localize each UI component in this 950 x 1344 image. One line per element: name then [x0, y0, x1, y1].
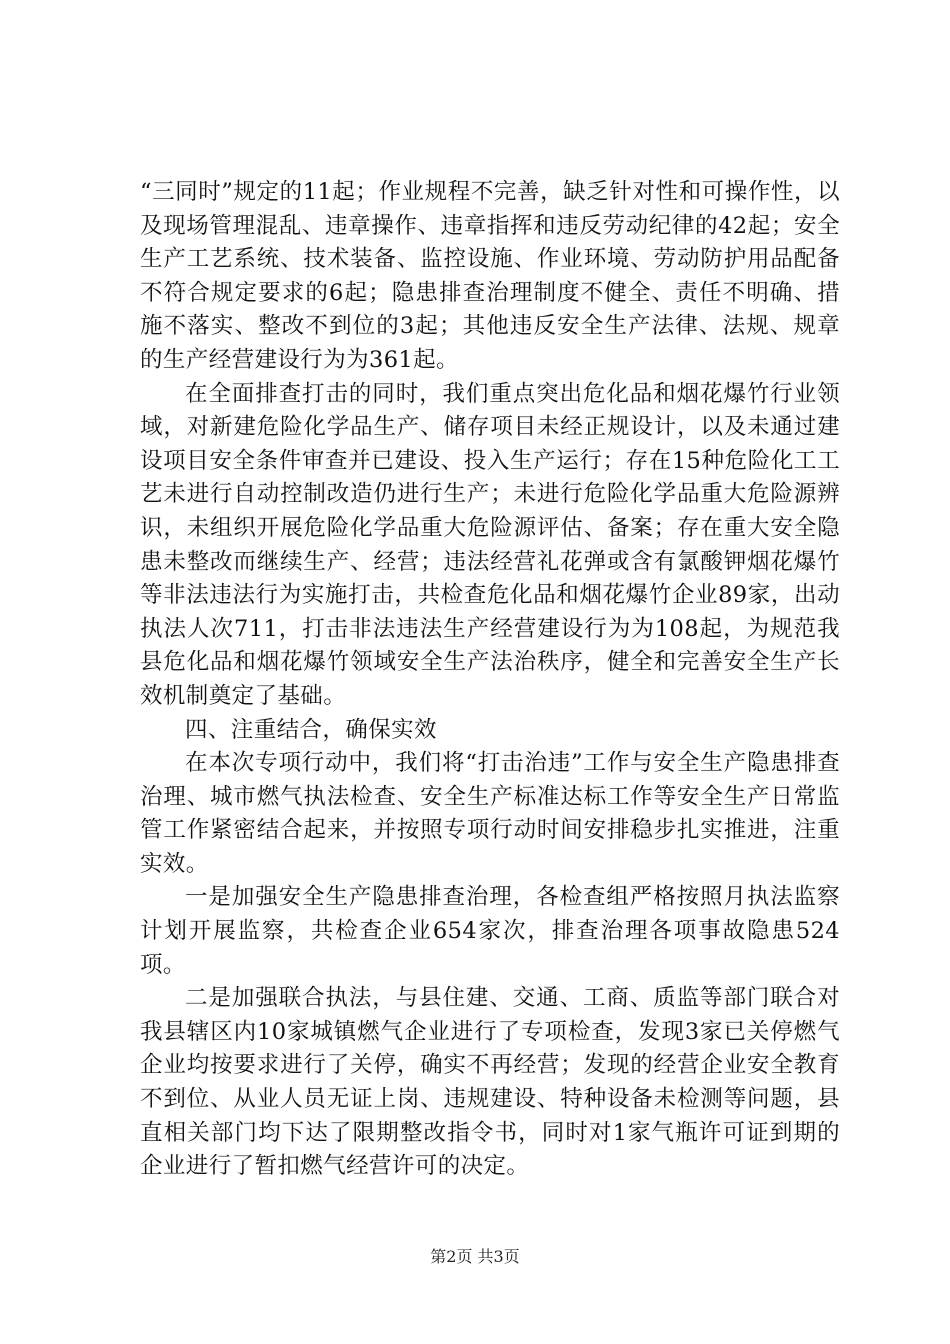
page-footer: 第2页 共3页: [430, 1247, 520, 1266]
paragraph-1: “三同时”规定的11起；作业规程不完善，缺乏针对性和可操作性，以及现场管理混乱、违章操作、违章指挥和违反劳动纪律的42起；安全生产工艺系统、技术装备、监控设施、作业环境、劳动防护用品配备不符合规定要求的6起；隐患排查治理制度不健全、责任不明确、措施不落实、整改不到位的3起；其他违反安全生产法律、法规、规章的生产经营建设行为为361起。: [140, 179, 840, 373]
paragraph-2: 在全面排查打击的同时，我们重点突出危化品和烟花爆竹行业领域，对新建危险化学品生产、储存项目未经正规设计，以及未通过建设项目安全条件审查并已建设、投入生产运行；存在15种危险化工工艺未进行自动控制改造仍进行生产；未进行危险化学品重大危险源辨识，未组织开展危险化学品重大危险源评估、备案；存在重大安全隐患未整改而继续生产、经营；违法经营礼花弹或含有氯酸钾烟花爆竹等非法违法行为实施打击，共检查危化品和烟花爆竹企业89家，出动执法人次711，打击非法违法生产经营建设行为为108起，为规范我县危化品和烟花爆竹领域安全生产法治秩序，健全和完善安全生产长效机制奠定了基础。: [140, 380, 840, 709]
section-heading: 四、注重结合，确保实效: [185, 716, 437, 743]
document-body: [140, 176, 840, 1184]
paragraph-5: 二是加强联合执法，与县住建、交通、工商、质监等部门联合对我县辖区内10家城镇燃气企业进行了专项检查，发现3家已关停燃气企业均按要求进行了关停，确实不再经营；发现的经营企业安全教育不到位、从业人员无证上岗、违规建设、特种设备未检测等问题，县直相关部门均下达了限期整改指令书，同时对1家气瓶许可证到期的企业进行了暂扣燃气经营许可的决定。: [140, 985, 840, 1180]
paragraph-3: 在本次专项行动中，我们将“打击治违”工作与安全生产隐患排查治理、城市燃气执法检查、安全生产标准达标工作等安全生产日常监管工作紧密结合起来，并按照专项行动时间安排稳步扎实推进，注重实效。: [140, 750, 840, 877]
paragraph-4: 一是加强安全生产隐患排查治理，各检查组严格按照月执法监察计划开展监察，共检查企业654家次，排查治理各项事故隐患524项。: [140, 884, 840, 978]
